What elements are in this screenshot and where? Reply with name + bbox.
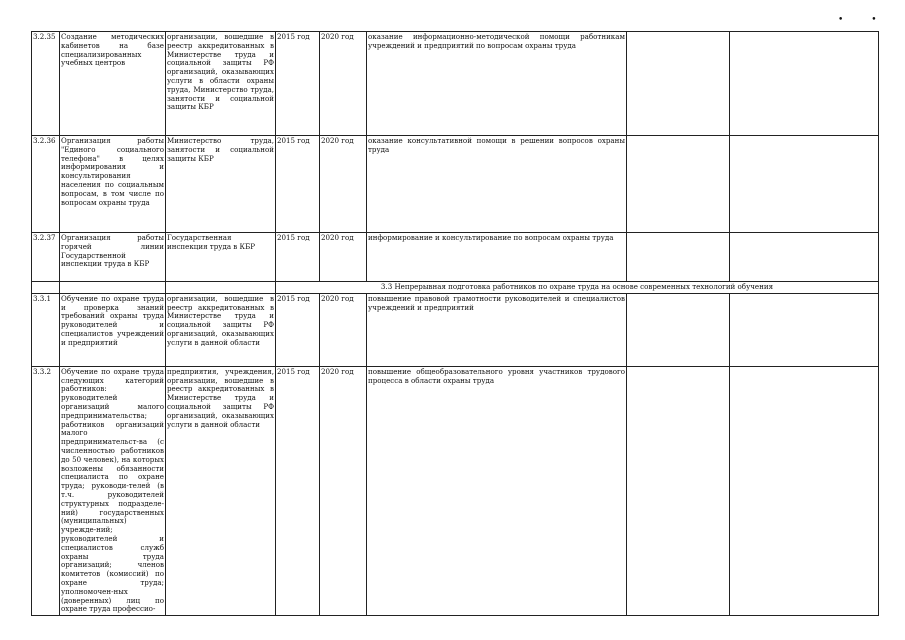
result-cell: информирование и консультирование по вопросам охраны труда [367,233,627,282]
end-year-cell: 2020 год [320,136,367,233]
empty-cell [32,282,60,294]
empty-cell [730,233,879,282]
empty-cell [627,136,730,233]
row-number: 3.3.1 [32,293,60,366]
start-year-cell: 2015 год [276,366,320,615]
end-year-cell: 2020 год [320,233,367,282]
row-number: 3.2.36 [32,136,60,233]
empty-cell [627,293,730,366]
action-cell: Организация работы горячей линии Государственной инспекции труда в КБР [60,233,166,282]
scan-marks: •• [838,15,905,25]
start-year-cell: 2015 год [276,233,320,282]
table-row-3-3-2 [32,366,879,615]
action-cell: Обучение по охране труда следующих категорий работников: руководителей организаций малого предпринимательства; работников организаций малого предпринимательст-ва (с численностью работников до 50 человек), на которых возложены обязанности специалиста по охране труда; руководи-телей (в т.ч. руководителей структурных подразделе-ний) государственных (муниципальных) учрежде-ний; руководителей и специалистов служб охраны труда организаций; членов комитетов (комиссий) по охране труда; уполномочен-ных (доверенных) лиц по охране труда профессио- [60,366,166,615]
action-cell: Обучение по охране труда и проверка знаний требований охраны труда руководителей и специалистов учреждений и предприятий [60,293,166,366]
empty-cell [166,282,276,294]
row-number: 3.2.35 [32,32,60,136]
empty-cell [730,136,879,233]
row-number: 3.3.2 [32,366,60,615]
row-number: 3.2.37 [32,233,60,282]
executors-cell: организации, вошедшие в реестр аккредитованных в Министерстве труда и социальной защиты РФ организаций, оказывающих услуги в данной области [166,293,276,366]
empty-cell [730,32,879,136]
start-year-cell: 2015 год [276,32,320,136]
empty-cell [627,366,730,615]
end-year-cell: 2020 год [320,293,367,366]
result-cell: оказание информационно-методической помощи работникам учреждений и предприятий по вопросам охраны труда [367,32,627,136]
table-row-3-3-1 [32,293,879,366]
section-header-row [32,282,879,294]
empty-cell [730,366,879,615]
result-cell: оказание консультативной помощи в решении вопросов охраны труда [367,136,627,233]
start-year-cell: 2015 год [276,136,320,233]
executors-cell: организации, вошедшие в реестр аккредитованных в Министерстве труда и социальной защиты РФ организаций, оказывающих услуги в области охраны труда, Министерство труда, занятости и социальной защиты КБР [166,32,276,136]
table-row-3-2-37 [32,233,879,282]
empty-cell [60,282,166,294]
end-year-cell: 2020 год [320,366,367,615]
executors-cell: Министерство труда, занятости и социальной защиты КБР [166,136,276,233]
result-cell: повышение общеобразовательного уровня участников трудового процесса в области охраны труда [367,366,627,615]
table-row-3-2-36 [32,136,879,233]
empty-cell [730,293,879,366]
program-table [31,31,879,616]
empty-cell [627,32,730,136]
executors-cell: Государственная инспекция труда в КБР [166,233,276,282]
result-cell: повышение правовой грамотности руководителей и специалистов учреждений и предприятий [367,293,627,366]
empty-cell [627,233,730,282]
table-row-3-2-35 [32,32,879,136]
end-year-cell: 2020 год [320,32,367,136]
start-year-cell: 2015 год [276,293,320,366]
action-cell: Организация работы "Единого социального телефона" в целях информирования и консультирования населения по социальным вопросам, в том числе по вопросам охраны труда [60,136,166,233]
action-cell: Создание методических кабинетов на базе специализированных учебных центров [60,32,166,136]
section-header: 3.3 Непрерывная подготовка работников по охране труда на основе современных технологий обучения [276,282,879,294]
executors-cell: предприятия, учреждения, организации, вошедшие в реестр аккредитованных в Министерстве труда и социальной защиты РФ организаций, оказывающих услуги в данной области [166,366,276,615]
